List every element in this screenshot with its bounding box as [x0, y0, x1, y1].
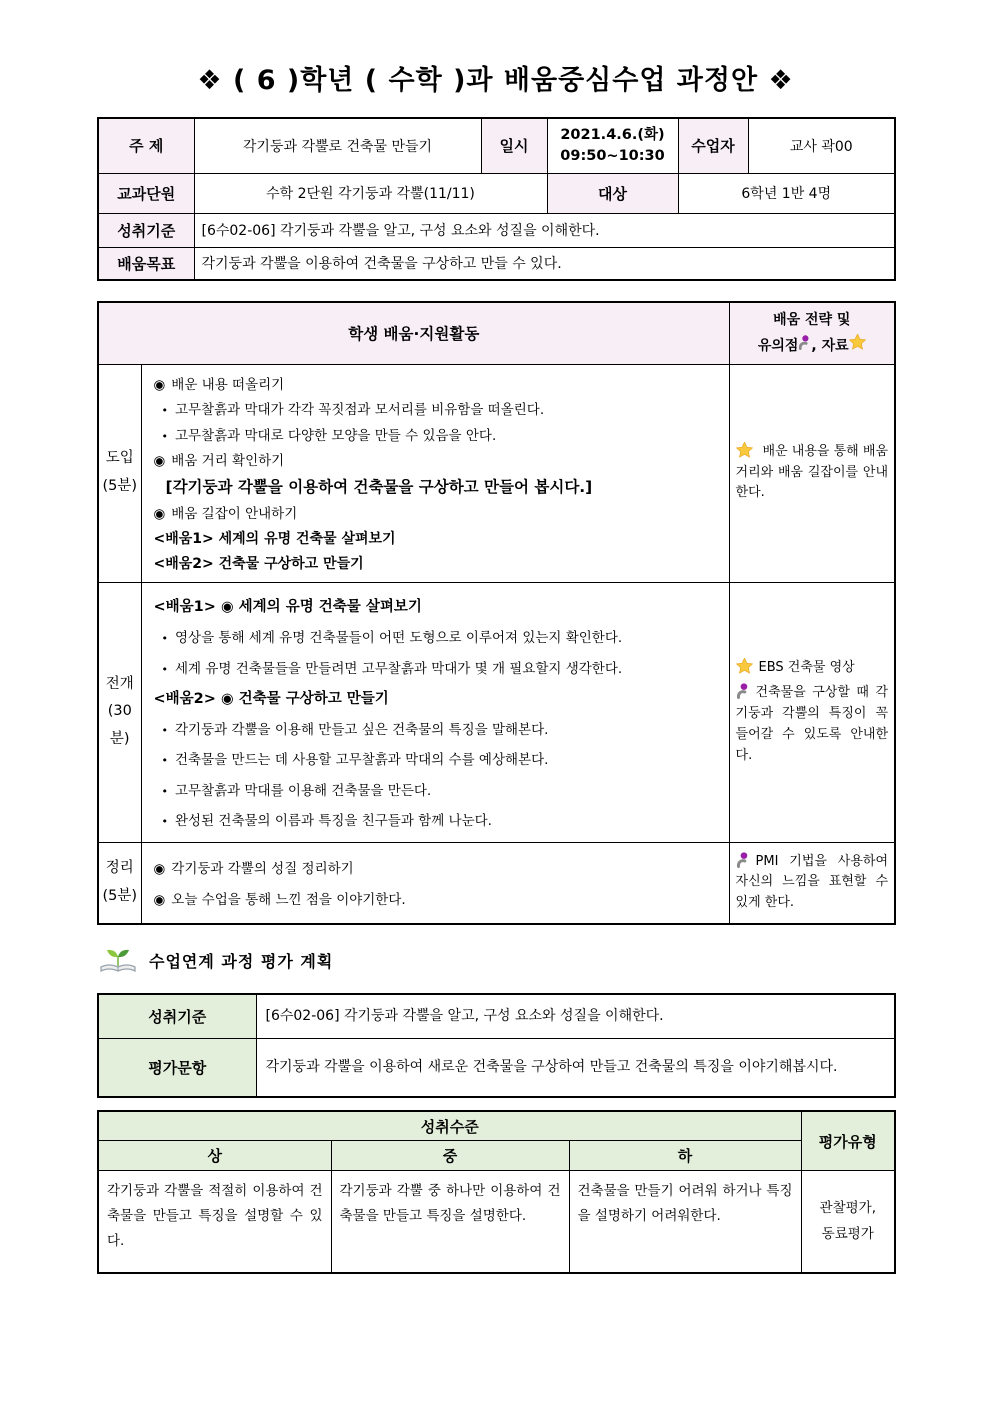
learning2-header-line: <배움2> ◉ 건축물 구상하고 만들기 [153, 690, 389, 707]
stage-name: 정리 [105, 860, 134, 877]
level-high-label: 상 [98, 1141, 331, 1171]
dot-bullet-icon: • [161, 754, 168, 768]
strategy-header-note-label: 유의점 [757, 338, 799, 355]
activity-line: ◉ 오늘 수업을 통해 느낀 점을 이야기한다. [153, 892, 406, 908]
stage-name-develop [98, 582, 141, 842]
teacher-label: 수업자 [678, 118, 748, 173]
standard-value: [6수02-06] 각기둥과 각뿔을 알고, 구성 요소와 성질을 이해한다. [194, 213, 895, 247]
strategy-header [729, 302, 895, 364]
goal-label: 배움목표 [98, 247, 194, 280]
goal-value: 각기둥과 각뿔을 이용하여 건축물을 구상하고 만들 수 있다. [194, 247, 895, 280]
level-content-row [98, 1171, 895, 1273]
eval-type-line1: 관찰평가, [819, 1200, 876, 1216]
level-low-value: 건축물을 만들기 어려워 하거나 특징을 설명하기 어려워한다. [569, 1171, 801, 1273]
stage-time: (5분) [102, 478, 138, 494]
note: 건축물을 구상할 때 각기둥과 각뿔의 특징이 꼭 들어갈 수 있도록 안내한다. [735, 685, 889, 763]
info-row-standard [98, 213, 895, 247]
dot-bullet-icon: • [161, 814, 168, 828]
date-value [547, 118, 678, 173]
level-mid-label: 중 [331, 1141, 569, 1171]
note: EBS 건축물 영상 [736, 658, 889, 679]
star-icon [736, 444, 763, 459]
activity-header-row [98, 302, 895, 364]
evaluation-section-heading [97, 943, 894, 979]
info-row-unit [98, 173, 895, 213]
strategy-header-material-label: , 자료 [811, 338, 849, 355]
levels-header: 성취수준 [98, 1111, 801, 1141]
note: PMI 기법을 사용하여 자신의 느낌을 표현할 수 있게 한다. [735, 853, 889, 911]
activity-table [97, 301, 896, 925]
activity-line: ◉ 배움 길잡이 안내하기 [153, 506, 298, 523]
circle-bullet-icon: ◉ [153, 453, 166, 470]
level-mid-value: 각기둥과 각뿔 중 하나만 이용하여 건축물을 만들고 특징을 설명한다. [331, 1171, 569, 1273]
stage-row-develop [98, 582, 895, 842]
book-sprout-icon [97, 943, 149, 979]
topic-label: 주 제 [98, 118, 194, 173]
dot-bullet-icon: • [161, 662, 168, 676]
strategy-header-line1: 배움 전략 및 [773, 311, 851, 328]
page-title: ❖ ( 6 )학년 ( 수학 )과 배움중심수업 과정안 ❖ [197, 65, 794, 96]
stage-time: (5분) [102, 887, 138, 904]
stage-name-intro [98, 364, 141, 582]
evaluation-plan-table [97, 993, 896, 1098]
circle-bullet-icon: ◉ [153, 376, 166, 393]
note: 배운 내용을 통해 배움 거리와 배움 길잡이를 안내한다. [735, 443, 889, 501]
eval-question-row [98, 1039, 895, 1097]
dot-bullet-icon: • [161, 784, 168, 798]
person-icon [798, 338, 811, 354]
learning2-line: <배움2> 건축물 구상하고 만들기 [153, 556, 364, 573]
eval-standard-row [98, 994, 895, 1039]
learning-goal-line: [각기둥과 각뿔을 이용하여 건축물을 구상하고 만들어 봅시다.] [165, 477, 593, 496]
activity-line: • 각기둥과 각뿔을 이용해 만들고 싶은 건축물의 특징을 말해본다. [161, 722, 549, 739]
info-row-goal [98, 247, 895, 280]
eval-standard-label: 성취기준 [98, 994, 256, 1039]
star-icon [849, 338, 866, 354]
teacher-value: 교사 곽00 [748, 118, 895, 173]
person-icon [736, 685, 756, 700]
evaluation-section-title: 수업연계 과정 평가 계획 [149, 952, 334, 972]
eval-question-label: 평가문항 [98, 1039, 256, 1097]
level-low-label: 하 [569, 1141, 801, 1171]
stage-notes-intro [729, 364, 895, 582]
dot-bullet-icon: • [161, 429, 168, 443]
stage-content-close [141, 842, 729, 924]
date-line2: 09:50~10:30 [560, 147, 665, 164]
date-line1: 2021.4.6.(화) [560, 126, 665, 143]
circle-bullet-icon: ◉ [153, 861, 166, 878]
info-row-topic [98, 118, 895, 173]
eval-type-header: 평가유형 [801, 1111, 895, 1171]
circle-bullet-icon: ◉ [153, 892, 166, 908]
stage-time: (30분) [107, 703, 132, 747]
dot-bullet-icon: • [161, 404, 168, 418]
activity-line: ◉ 배움 거리 확인하기 [153, 453, 285, 470]
stage-row-close [98, 842, 895, 924]
standard-label: 성취기준 [98, 213, 194, 247]
eval-standard-value: [6수02-06] 각기둥과 각뿔을 알고, 구성 요소와 성질을 이해한다. [256, 994, 895, 1039]
activity-line: • 완성된 건축물의 이름과 특징을 친구들과 함께 나눈다. [161, 812, 492, 829]
eval-question-value: 각기둥과 각뿔을 이용하여 새로운 건축물을 구상하여 만들고 건축물의 특징을 이야기해봅시다. [256, 1039, 895, 1097]
target-label: 대상 [547, 173, 678, 213]
unit-value: 수학 2단원 각기둥과 각뿔(11/11) [194, 173, 547, 213]
activity-line: • 고무찰흙과 막대가 각각 꼭짓점과 모서리를 비유함을 떠올린다. [161, 402, 545, 419]
person-icon [736, 854, 756, 869]
activity-line: • 건축물을 만드는 데 사용할 고무찰흙과 막대의 수를 예상해본다. [161, 752, 549, 769]
dot-bullet-icon: • [161, 724, 168, 738]
stage-notes-close [729, 842, 895, 924]
info-table [97, 117, 896, 281]
level-subheader-row [98, 1141, 895, 1171]
eval-type-line2: 동료평가 [821, 1225, 874, 1242]
activity-line: • 고무찰흙과 막대로 다양한 모양을 만들 수 있음을 안다. [161, 427, 497, 444]
unit-label: 교과단원 [98, 173, 194, 213]
stage-row-intro [98, 364, 895, 582]
level-high-value: 각기둥과 각뿔을 적절히 이용하여 건축물을 만들고 특징을 설명할 수 있다. [98, 1171, 331, 1273]
stage-notes-develop [729, 582, 895, 842]
date-label: 일시 [481, 118, 547, 173]
star-icon [736, 660, 759, 675]
learning1-line: <배움1> 세계의 유명 건축물 살펴보기 [153, 530, 396, 547]
strategy-header-line2 [737, 333, 888, 360]
learning1-header-line: <배움1> ◉ 세계의 유명 건축물 살펴보기 [153, 599, 422, 616]
eval-type-value [801, 1171, 895, 1273]
stage-name: 전개 [105, 675, 134, 692]
circle-bullet-icon: ◉ [153, 506, 166, 523]
level-header-row [98, 1111, 895, 1141]
activity-header: 학생 배움·지원활동 [98, 302, 729, 364]
activity-line: ◉ 각기둥과 각뿔의 성질 정리하기 [153, 861, 354, 878]
dot-bullet-icon: • [161, 632, 168, 646]
activity-line: ◉ 배운 내용 떠올리기 [153, 376, 285, 393]
activity-line: • 고무찰흙과 막대를 이용해 건축물을 만든다. [161, 782, 432, 799]
achievement-level-table [97, 1110, 896, 1274]
stage-name-close [98, 842, 141, 924]
stage-name: 도입 [105, 450, 134, 467]
target-value: 6학년 1반 4명 [678, 173, 895, 213]
stage-content-develop [141, 582, 729, 842]
activity-line: • 세계 유명 건축물들을 만들려면 고무찰흙과 막대가 몇 개 필요할지 생각한다. [161, 660, 623, 677]
stage-content-intro [141, 364, 729, 582]
topic-value: 각기둥과 각뿔로 건축물 만들기 [194, 118, 481, 173]
activity-line: • 영상을 통해 세계 유명 건축물들이 어떤 도형으로 이루어져 있는지 확인한다. [161, 630, 623, 647]
